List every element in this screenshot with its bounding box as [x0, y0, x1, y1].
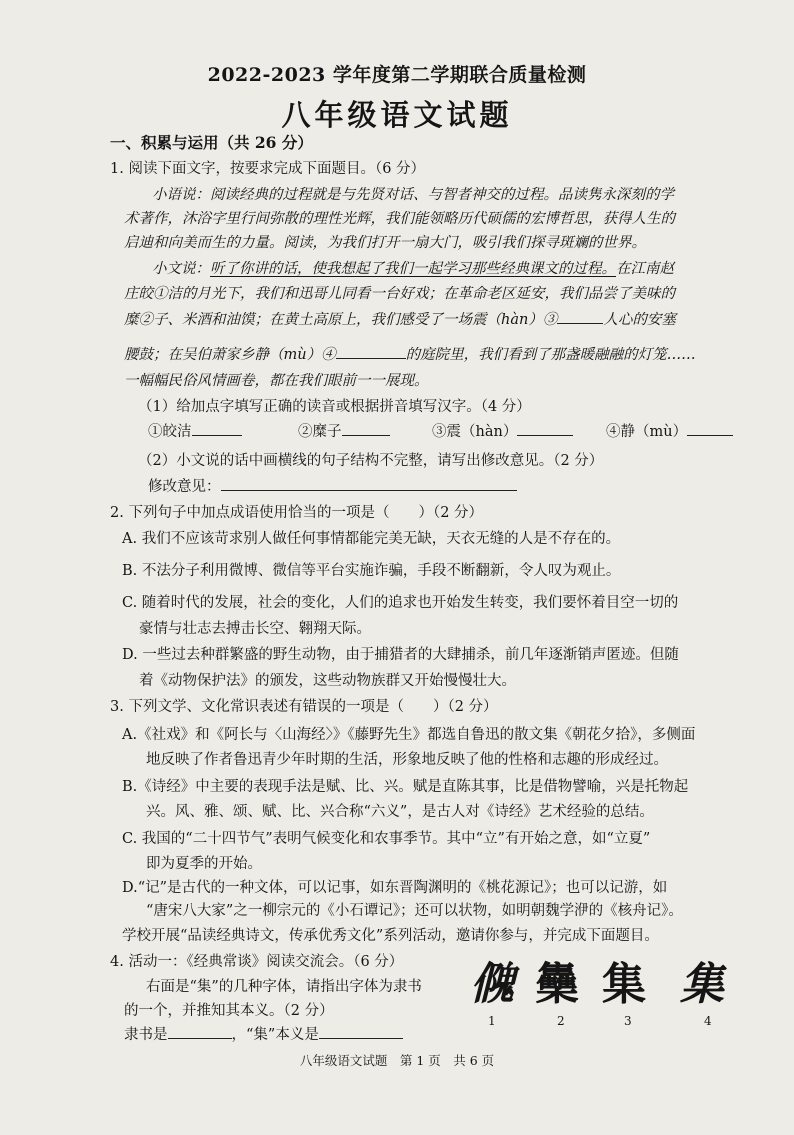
section-heading: 一、积累与运用（共 26 分） [110, 133, 313, 152]
q2-option-d-1: D. 一些过去种群繁盛的野生动物，由于捕猎者的大肆捕杀，前几年逐渐销声匿迹。但随 [122, 647, 679, 663]
fix-line [148, 476, 517, 498]
blank-item-2-label: ②糜子 [298, 424, 342, 440]
q2-option-c-1: C. 随着时代的发展，社会的变化，人们的追求也开始发生转变，我们要怀着目空一切的 [122, 595, 679, 611]
q3-option-a-1: A.《社戏》和《阿长与〈山海经〉》《藤野先生》都选自鲁迅的散文集《朝花夕拾》，多侧面 [122, 727, 696, 743]
q3-option-d-2: “唐宋八大家”之一柳宗元的《小石谭记》；还可以状物，如明朝魏学洢的《核舟记》。 [146, 903, 683, 919]
blank-item-4-label: ④静（mù） [606, 424, 688, 440]
underlined-sentence: 听了你讲的话，使我想起了我们一起学习那些经典课文的过程。 [210, 261, 616, 277]
q3-option-b-2: 兴。风、雅、颂、赋、比、兴合称“六义”，是古人对《诗经》艺术经验的总结。 [146, 804, 654, 820]
xiaowen-l4b: 的庭院里，我们看到了那盏暖融融的灯笼…… [405, 347, 696, 363]
q3-stem: 3. 下列文学、文化常识表述有错误的一项是（ ）（2 分） [110, 699, 498, 715]
q2-option-c-2: 豪情与壮志去搏击长空、翱翔天际。 [139, 621, 371, 637]
glyph-number-4: 4 [704, 1014, 712, 1028]
glyph-1: 𠏁 [470, 959, 514, 1010]
paper-title: 八年级语文试题 [281, 98, 513, 132]
activity-intro: 学校开展“品读经典诗文，传承优秀文化”系列活动，邀请你参与，并完成下面题目。 [122, 928, 659, 944]
lishu-answer-blank[interactable] [168, 1024, 232, 1039]
xiaowen-line-1 [152, 258, 674, 280]
glyph-2: 雧 [535, 959, 579, 1010]
fix-answer-blank[interactable] [221, 476, 517, 491]
glyph-number-3: 3 [624, 1014, 632, 1028]
q1-stem: 1. 阅读下面文字，按要求完成下面题目。（6 分） [110, 161, 426, 177]
q4-stem: 4. 活动一：《经典常谈》阅读交流会。（6 分） [110, 954, 404, 970]
q4-line-1: 右面是“集”的几种字体，请指出字体为隶书 [146, 979, 422, 995]
blank-item-2 [298, 421, 390, 443]
exam-title: 2022-2023 学年度第二学期联合质量检测 [207, 64, 587, 86]
answer-blank-1[interactable] [192, 421, 242, 436]
glyph-number-1: 1 [488, 1014, 496, 1028]
xiaowen-l4a: 腰鼓；在吴伯萧家乡静（mù）④ [124, 347, 336, 363]
q3-option-d-1: D.“记”是古代的一种文体，可以记事，如东晋陶渊明的《桃花源记》；也可以记游，如 [122, 880, 668, 896]
glyph-3: 集 [602, 959, 646, 1010]
q3-option-c-1: C. 我国的“二十四节气”表明气候变化和农事季节。其中“立”有开始之意，如“立夏” [122, 831, 651, 847]
q2-option-d-2: 着《动物保护法》的颁发，这些动物族群又开始慢慢壮大。 [139, 673, 516, 689]
ans-label-1: 隶书是 [124, 1027, 168, 1043]
answer-blank-4[interactable] [687, 421, 733, 436]
answer-blank-2[interactable] [342, 421, 390, 436]
glyph-number-2: 2 [557, 1014, 565, 1028]
glyph-4: 集 [680, 959, 724, 1010]
blank-item-1 [148, 421, 242, 443]
page-footer: 八年级语文试题 第 1 页 共 6 页 [299, 1053, 495, 1068]
q1-sub1: （1）给加点字填写正确的读音或根据拼音填写汉字。（4 分） [138, 399, 531, 415]
xiaowen-prefix: 小文说： [152, 261, 210, 277]
xiaowen-l3a: 糜②子、米酒和油馍；在黄土高原上，我们感受了一场震（hàn）③ [124, 312, 558, 328]
q3-option-a-2: 地反映了作者鲁迅青少年时期的生活，形象地反映了他的性格和志趣的形成经过。 [146, 752, 668, 768]
blank-3-inline[interactable] [557, 309, 603, 324]
fix-label: 修改意见： [148, 479, 221, 495]
xiaoyu-line-2: 术著作，沐浴字里行间弥散的理性光辉，我们能领略历代硕儒的宏博哲思，获得人生的 [124, 211, 675, 227]
q1-sub2: （2）小文说的话中画横线的句子结构不完整，请写出修改意见。（2 分） [138, 453, 604, 469]
q4-answer-line [124, 1024, 403, 1046]
blank-item-4 [606, 421, 733, 443]
blank-item-1-label: ①皎洁 [148, 424, 192, 440]
blank-item-3 [432, 421, 573, 443]
blank-4-inline[interactable] [336, 344, 406, 359]
q2-option-a: A. 我们不应该苛求别人做任何事情都能完美无缺，天衣无缝的人是不存在的。 [122, 531, 621, 547]
answer-blank-3[interactable] [517, 421, 573, 436]
q4-line-2: 的一个，并推知其本义。（2 分） [124, 1003, 334, 1019]
q2-option-b: B. 不法分子利用微博、微信等平台实施诈骗，手段不断翻新，令人叹为观止。 [122, 563, 621, 579]
blank-item-3-label: ③震（hàn） [432, 424, 518, 440]
xiaowen-line-5: 一幅幅民俗风情画卷，都在我们眼前一一展现。 [124, 373, 429, 389]
xiaowen-rest: 在江南赵 [616, 261, 674, 277]
xiaowen-line-2: 庄皎①洁的月光下，我们和迅哥儿同看一台好戏；在革命老区延安，我们品尝了美味的 [124, 286, 675, 302]
xiaowen-line-3 [124, 309, 676, 331]
q3-option-c-2: 即为夏季的开始。 [146, 856, 262, 872]
meaning-answer-blank[interactable] [319, 1024, 403, 1039]
xiaowen-l3b: 人心的安塞 [603, 312, 676, 328]
xiaoyu-line-1: 小语说：阅读经典的过程就是与先贤对话、与智者神交的过程。品读隽永深刻的学 [152, 187, 674, 203]
q2-stem: 2. 下列句子中加点成语使用恰当的一项是（ ）（2 分） [110, 505, 484, 521]
xiaoyu-line-3: 启迪和向美而生的力量。阅读，为我们打开一扇大门，吸引我们探寻斑斓的世界。 [124, 235, 646, 251]
q3-option-b-1: B.《诗经》中主要的表现手法是赋、比、兴。赋是直陈其事，比是借物譬喻，兴是托物起 [122, 779, 689, 795]
ans-label-2: ，“集”本义是 [231, 1027, 319, 1043]
xiaowen-line-4 [124, 344, 696, 366]
